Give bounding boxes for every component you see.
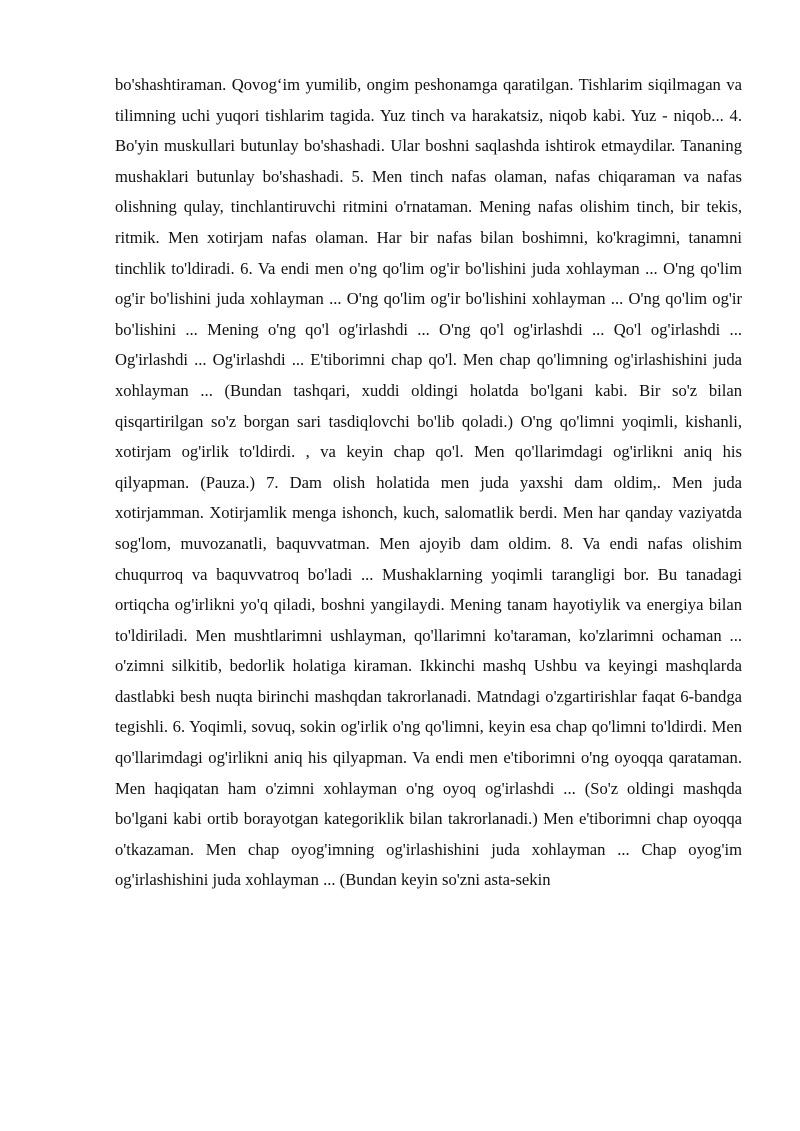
document-page: [115, 70, 742, 896]
body-paragraph: bo'shashtiraman. Qovog‘im yumilib, ongim peshonamga qaratilgan. Tishlarim siqilmagan va tilimning uchi yuqori tishlarim tagida. Yuz tinch va harakatsiz, niqob kabi. Yuz - niqob... 4. Bo'yin muskullari butunlay bo'shashadi. Ular boshni saqlashda ishtirok etmaydilar. Tananing mushaklari butunlay bo'shashadi. 5. Men tinch nafas olaman, nafas chiqaraman va nafas olishning qulay, tinchlantiruvchi ritmini o'rnataman. Mening nafas olishim tinch, bir tekis, ritmik. Men xotirjam nafas olaman. Har bir nafas bilan boshimni, ko'kragimni, tanamni tinchlik to'ldiradi. 6. Va endi men o'ng qo'lim og'ir bo'lishini juda xohlayman ... O'ng qo'lim og'ir bo'lishini juda xohlayman ... O'ng qo'lim og'ir bo'lishini xohlayman ... O'ng qo'lim og'ir bo'lishini ... Mening o'ng qo'l og'irlashdi ... O'ng qo'l og'irlashdi ... Qo'l og'irlashdi ... Og'irlashdi ... Og'irlashdi ... E'tiborimni chap qo'l. Men chap qo'limning og'irlashishini juda xohlayman ... (Bundan tashqari, xuddi oldingi holatda bo'lgani kabi. Bir so'z bilan qisqartirilgan so'z borgan sari tasdiqlovchi bo'lib qoladi.) O'ng qo'limni yoqimli, kishanli, xotirjam og'irlik to'ldirdi. , va keyin chap qo'l. Men qo'llarimdagi og'irlikni aniq his qilyapman. (Pauza.) 7. Dam olish holatida men juda yaxshi dam oldim,. Men juda xotirjamman. Xotirjamlik menga ishonch, kuch, salomatlik berdi. Men har qanday vaziyatda sog'lom, muvozanatli, baquvvatman. Men ajoyib dam oldim. 8. Va endi nafas olishim chuqurroq va baquvvatroq bo'ladi ... Mushaklarning yoqimli tarangligi bor. Bu tanadagi ortiqcha og'irlikni yo'q qiladi, boshni yangilaydi. Mening tanam hayotiylik va energiya bilan to'ldiriladi. Men mushtlarimni ushlayman, qo'llarimni ko'taraman, ko'zlarimni ochaman ... o'zimni silkitib, bedorlik holatiga kiraman. Ikkinchi mashq Ushbu va keyingi mashqlarda dastlabki besh nuqta birinchi mashqdan takrorlanadi. Matndagi o'zgartirishlar faqat 6-bandga tegishli. 6. Yoqimli, sovuq, sokin og'irlik o'ng qo'limni, keyin esa chap qo'limni to'ldirdi. Men qo'llarimdagi og'irlikni aniq his qilyapman. Va endi men e'tiborimni o'ng oyoqqa qarataman. Men haqiqatan ham o'zimni xohlayman o'ng oyoq og'irlashdi ... (So'z oldingi mashqda bo'lgani kabi ortib borayotgan kategoriklik bilan takrorlanadi.) Men e'tiborimni chap oyoqqa o'tkazaman. Men chap oyog'imning og'irlashishini juda xohlayman ... Chap oyog'im og'irlashishini juda xohlayman ... (Bundan keyin so'zni asta-sekin: [115, 75, 742, 890]
